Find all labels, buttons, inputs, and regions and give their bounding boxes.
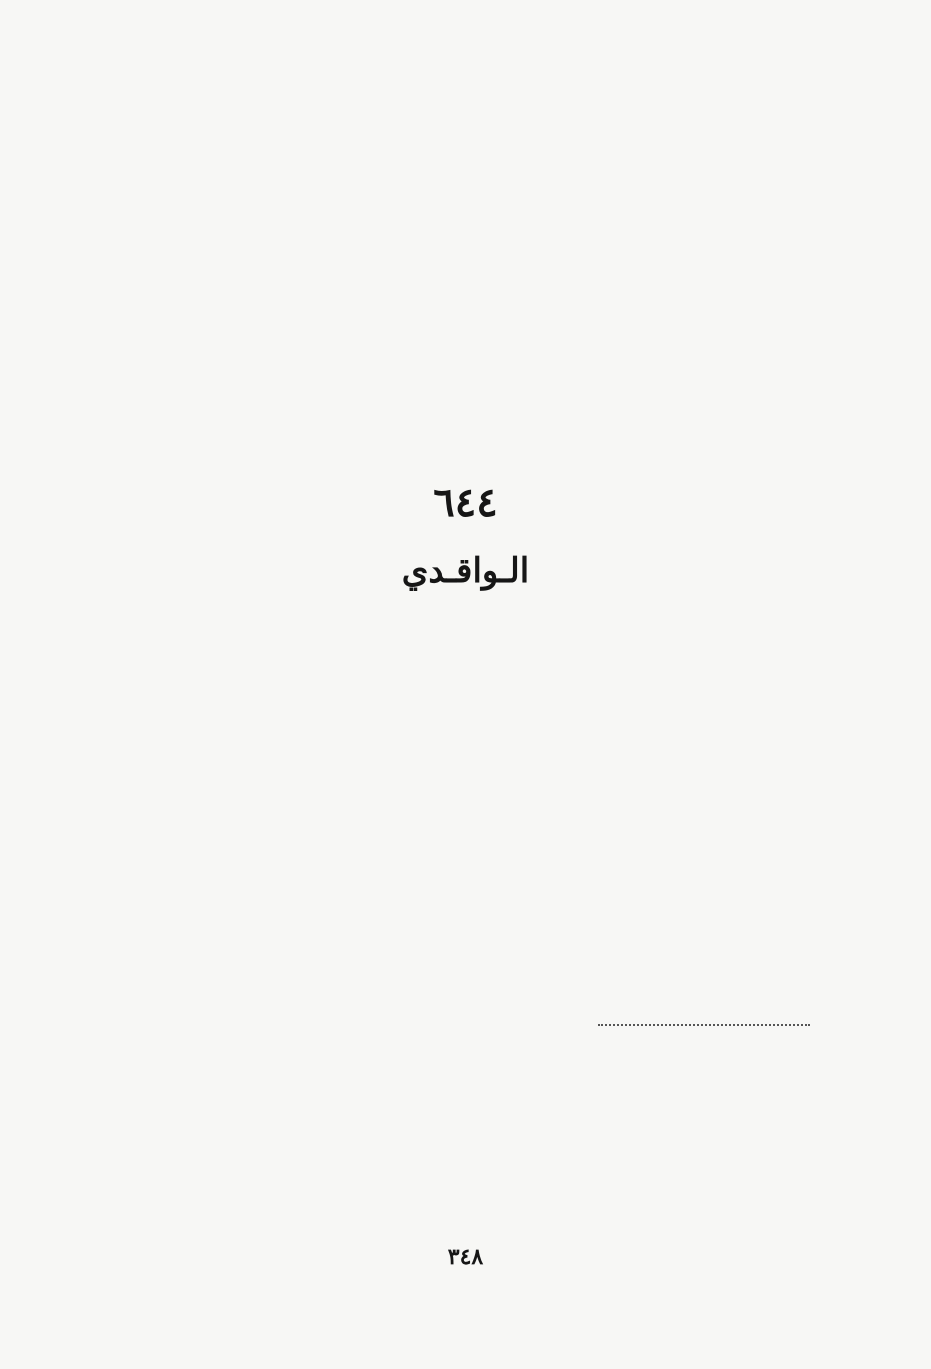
footnote-separator (598, 1024, 810, 1026)
entry-title: الـواقـدي (401, 551, 530, 591)
entry-number: ٦٤٤ (433, 479, 498, 526)
page-number: ٣٤٨ (447, 1244, 484, 1270)
